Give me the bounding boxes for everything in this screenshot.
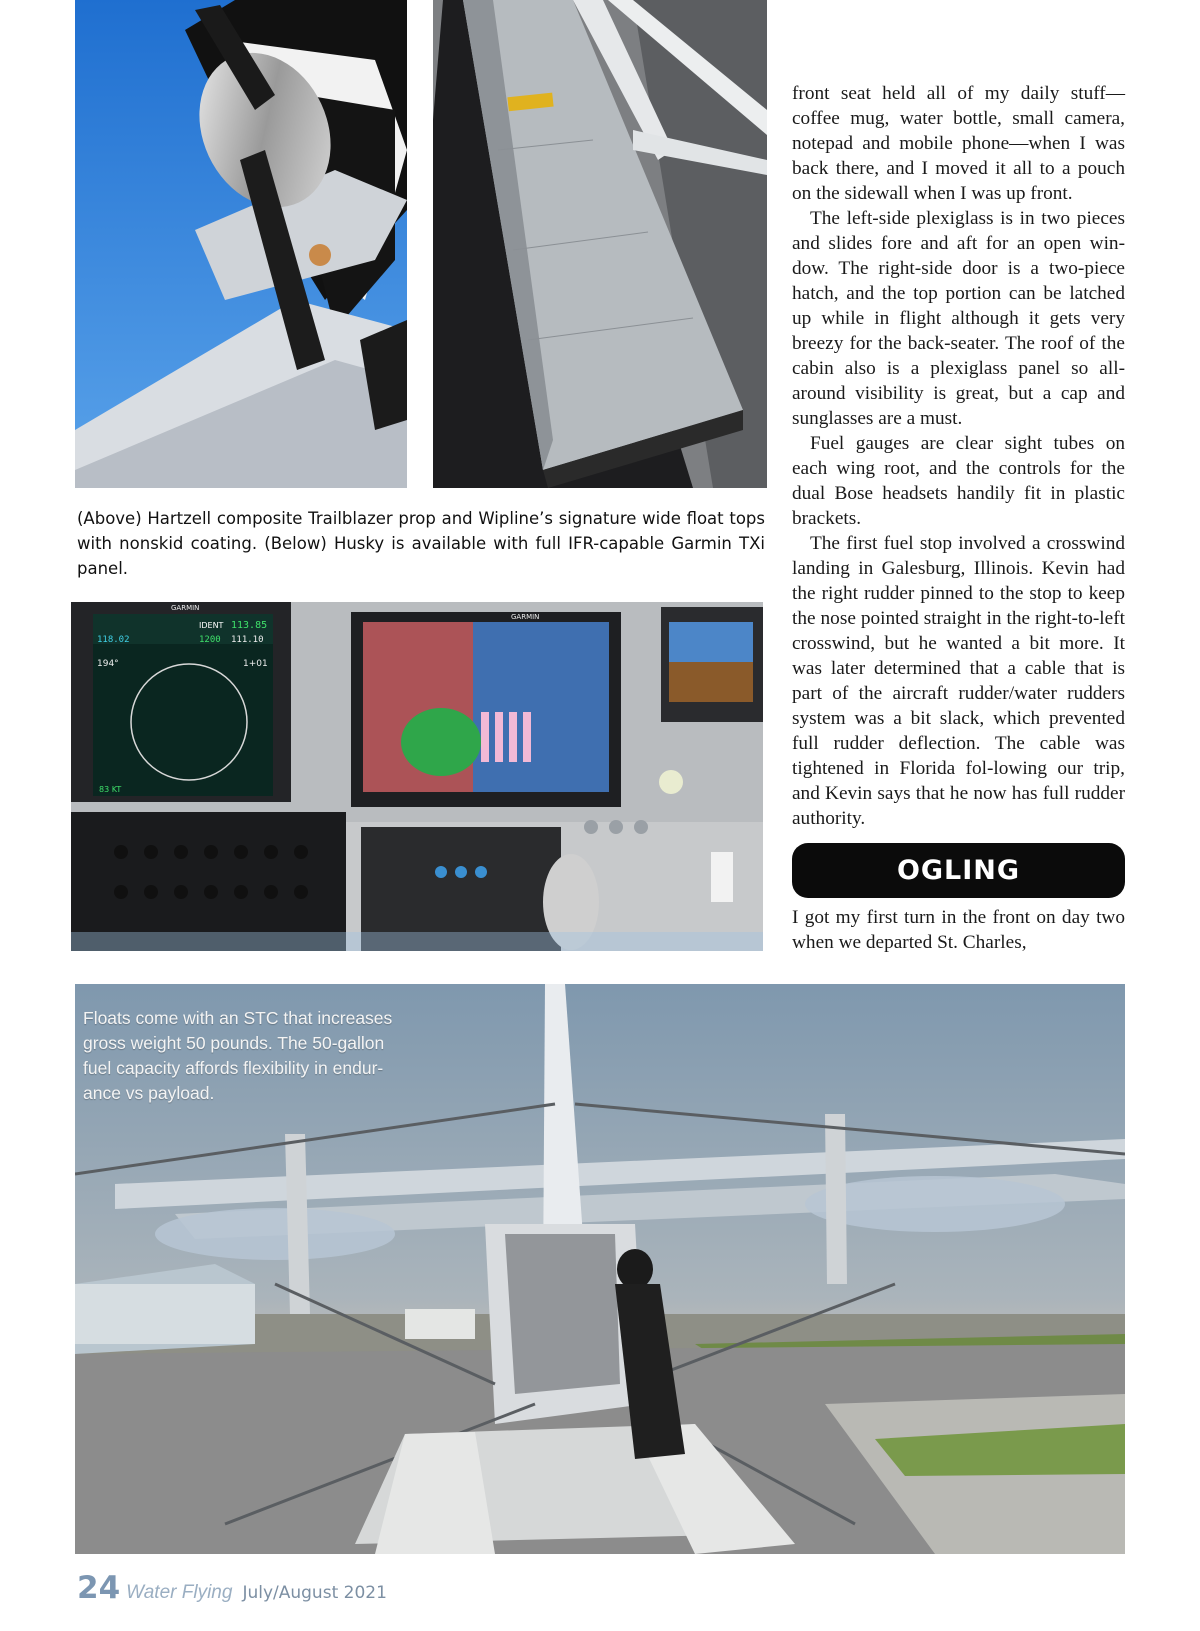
- article-column-lower: [792, 905, 1125, 955]
- article-paragraph: front seat held all of my daily stuff—coffee mug, water bottle, small camera, notepad and mobile phone—when I was back there, and I moved it all to a pouch on the sidewall when I was up front.: [792, 83, 1125, 204]
- magazine-name: Water Flying: [126, 1582, 233, 1603]
- article-paragraph: The first fuel stop involved a crosswind landing in Galesburg, Illinois. Kevin had the right rudder pinned to the stop to keep the nose pointed straight in the right-to-left crosswind, but he wanted a bit more. It was later determined that a cable that is part of the aircraft rudder/water rudders system was a bit slack, which prevented full rudder deflection. The cable was tightened in Florida fol-lowing our trip, and Kevin says that he now has full rudder authority.: [792, 533, 1125, 829]
- article-paragraph: The left-side plexiglass is in two pieces and slides fore and aft for an open win-dow. The right-side door is a two-piece hatch, and the top portion can be latched up while in flight although it gets very breezy for the back-seater. The roof of the cabin also is a plexiglass panel so all-around visibility is great, but a cap and sunglasses are a must.: [792, 208, 1125, 429]
- panel-brand-right: GARMIN: [511, 613, 540, 621]
- instrument-panel-photo: [71, 602, 763, 951]
- issue-date: July/August 2021: [242, 1583, 387, 1603]
- panel-ident-label: IDENT: [199, 621, 224, 630]
- article-column-upper: [792, 81, 1125, 831]
- photo-caption-overlay: Floats come with an STC that increases gross weight 50 pounds. The 50-gallon fuel capacity affords flexibility in endur-ance vs payload.: [83, 1008, 393, 1103]
- article-paragraph: I got my first turn in the front on day two when we departed St. Charles,: [792, 907, 1125, 953]
- panel-freq-com: 118.02: [97, 635, 130, 645]
- article-paragraph: Fuel gauges are clear sight tubes on each wing root, and the controls for the dual Bose headsets handily fit in plastic brackets.: [792, 433, 1125, 529]
- panel-squawk: 1200: [199, 635, 221, 645]
- page-footer: [77, 1570, 387, 1610]
- panel-heading: 194°: [97, 659, 119, 669]
- panel-freq-standby: 111.10: [231, 635, 264, 645]
- panel-speed: 83 KT: [99, 785, 122, 794]
- float-top-photo: [433, 0, 767, 488]
- panel-brand-left: GARMIN: [171, 604, 200, 612]
- propeller-photo: [75, 0, 407, 488]
- photo-caption-top: (Above) Hartzell composite Trailblazer prop and Wipline’s signature wide float tops with nonskid coating. (Below) Husky is available with full IFR-capable Garmin TXi panel.: [77, 509, 765, 578]
- page-number: 24: [77, 1570, 121, 1606]
- panel-freq-active: 113.85: [231, 620, 268, 631]
- panel-altitude: 1+01: [243, 659, 268, 669]
- section-heading: OGLING: [792, 843, 1125, 898]
